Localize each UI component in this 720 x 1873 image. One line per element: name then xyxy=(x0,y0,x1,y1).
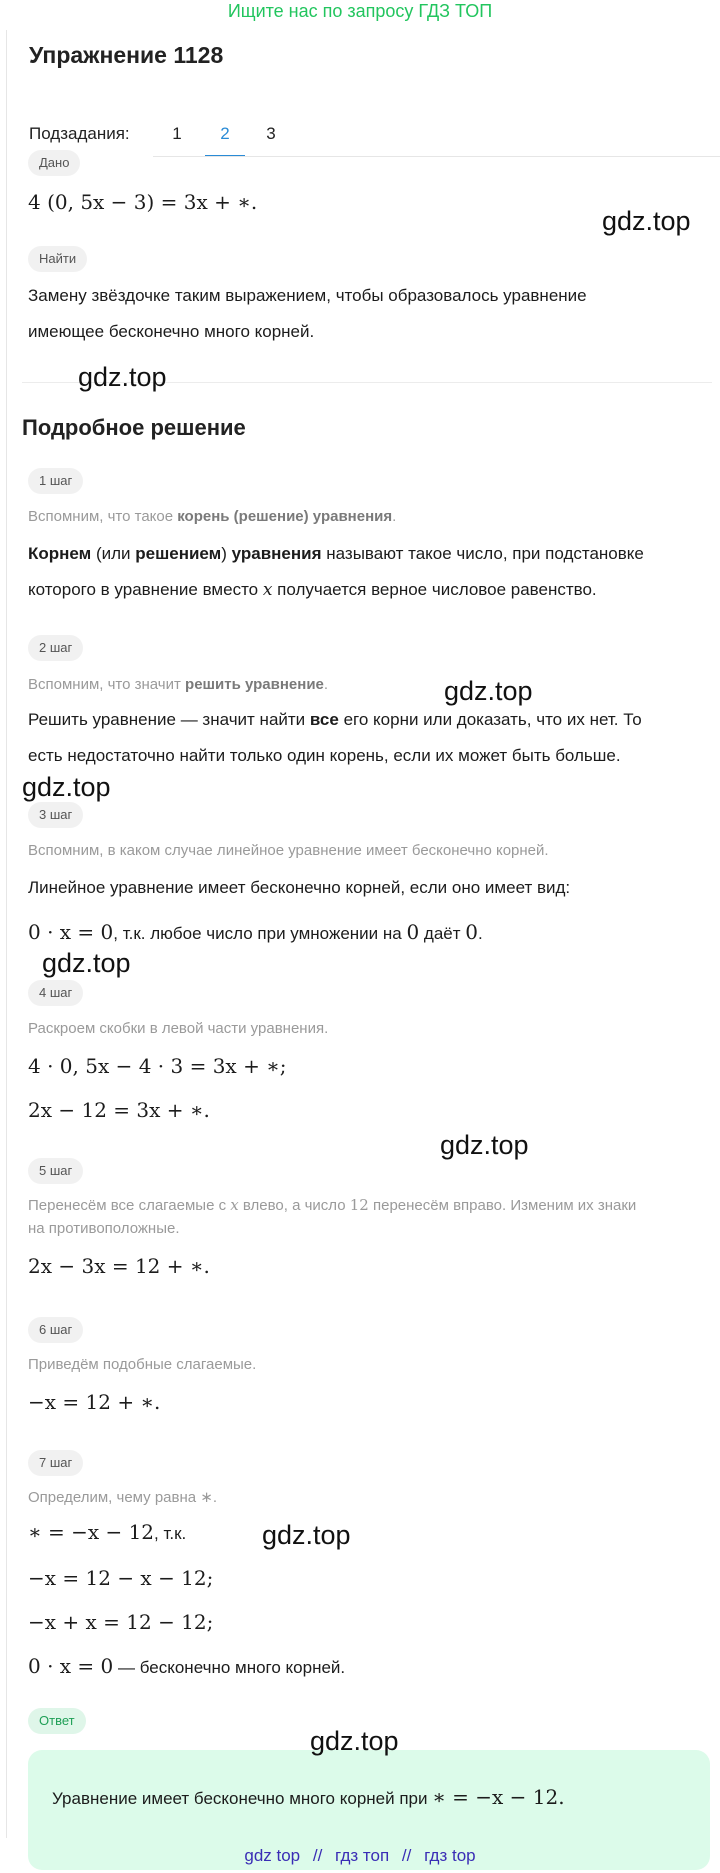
given-formula: 4 (0, 5x − 3) = 3x + ∗. xyxy=(28,190,258,214)
step-4-hint: Раскроем скобки в левой части уравнения. xyxy=(28,1020,329,1037)
solution-title: Подробное решение xyxy=(22,415,246,440)
step-7-hint: Определим, чему равна ∗. xyxy=(28,1489,218,1506)
step-1-hint: Вспомним, что такое корень (решение) уравнения. xyxy=(28,508,397,525)
step-4-formula-2: 2x − 12 = 3x + ∗. xyxy=(28,1098,210,1122)
find-text-line-2: имеющее бесконечно много корней. xyxy=(28,322,315,341)
answer-text: Уравнение имеет бесконечно много корней при ∗ = −x − 12. xyxy=(52,1785,565,1809)
footer-link-2[interactable]: гдз топ xyxy=(335,1846,390,1865)
footer-links xyxy=(0,1846,720,1866)
subtask-tab-3[interactable]: 3 xyxy=(266,124,276,143)
step-4-formula-1: 4 · 0, 5x − 4 · 3 = 3x + ∗; xyxy=(28,1054,287,1078)
step-5-chip: 5 шаг xyxy=(28,1158,83,1184)
answer-chip: Ответ xyxy=(28,1708,86,1734)
step-7-formula-2: −x = 12 − x − 12; xyxy=(28,1566,214,1590)
step-7-formula-1: ∗ = −x − 12, т.к. xyxy=(28,1520,187,1544)
footer-separator: // xyxy=(312,1846,323,1865)
step-2-hint: Вспомним, что значит решить уравнение. xyxy=(28,676,329,693)
find-text-line-1: Замену звёздочке таким выражением, чтобы образовалось уравнение xyxy=(28,286,587,305)
step-5-hint-line-1: Перенесём все слагаемые с x влево, а число 12 перенесём вправо. Изменим их знаки xyxy=(28,1196,637,1214)
watermark: gdz.top xyxy=(440,1130,529,1160)
footer-link-3[interactable]: гдз top xyxy=(424,1846,476,1865)
subtasks-rail xyxy=(153,156,720,157)
step-6-formula: −x = 12 + ∗. xyxy=(28,1390,161,1414)
step-2-chip: 2 шаг xyxy=(28,635,83,661)
step-2-text-line-1: Решить уравнение — значит найти все его корни или доказать, что их нет. То xyxy=(28,710,642,729)
step-6-hint: Приведём подобные слагаемые. xyxy=(28,1356,257,1373)
top-banner: Ищите нас по запросу ГДЗ ТОП xyxy=(227,1,493,21)
find-chip: Найти xyxy=(28,246,87,272)
given-chip: Дано xyxy=(28,150,80,176)
exercise-title: Упражнение 1128 xyxy=(29,42,224,68)
step-3-hint: Вспомним, в каком случае линейное уравнение имеет бесконечно корней. xyxy=(28,842,549,859)
step-3-formula: 0 · x = 0, т.к. любое число при умножении на 0 даёт 0. xyxy=(28,920,483,944)
step-7-chip: 7 шаг xyxy=(28,1450,83,1476)
footer-separator: // xyxy=(401,1846,412,1865)
step-5-formula: 2x − 3x = 12 + ∗. xyxy=(28,1254,210,1278)
watermark: gdz.top xyxy=(22,772,111,802)
step-7-formula-4: 0 · x = 0 — бесконечно много корней. xyxy=(28,1654,346,1678)
step-1-definition-line-1: Корнем (или решением) уравнения называют такое число, при подстановке xyxy=(28,544,644,563)
watermark: gdz.top xyxy=(262,1520,351,1550)
step-7-formula-3: −x + x = 12 − 12; xyxy=(28,1610,214,1634)
watermark: gdz.top xyxy=(42,948,131,978)
step-1-definition-line-2: которого в уравнение вместо x получается верное числовое равенство. xyxy=(28,580,597,600)
step-4-chip: 4 шаг xyxy=(28,980,83,1006)
step-3-text: Линейное уравнение имеет бесконечно корней, если оно имеет вид: xyxy=(28,878,571,897)
subtasks-bar xyxy=(29,94,709,156)
step-2-text-line-2: есть недостаточно найти только один корень, если их может быть больше. xyxy=(28,746,621,765)
step-3-chip: 3 шаг xyxy=(28,802,83,828)
step-6-chip: 6 шаг xyxy=(28,1317,83,1343)
watermark: gdz.top xyxy=(310,1726,399,1756)
step-1-chip: 1 шаг xyxy=(28,468,83,494)
footer-link-1[interactable]: gdz top xyxy=(244,1846,301,1865)
watermark: gdz.top xyxy=(444,676,533,706)
subtask-tab-2[interactable]: 2 xyxy=(205,124,245,144)
step-5-hint-line-2: на противоположные. xyxy=(28,1220,180,1237)
subtasks-label: Подзадания: xyxy=(29,124,130,143)
watermark: gdz.top xyxy=(78,362,167,392)
watermark: gdz.top xyxy=(602,206,691,236)
subtask-tab-1[interactable]: 1 xyxy=(172,124,182,143)
